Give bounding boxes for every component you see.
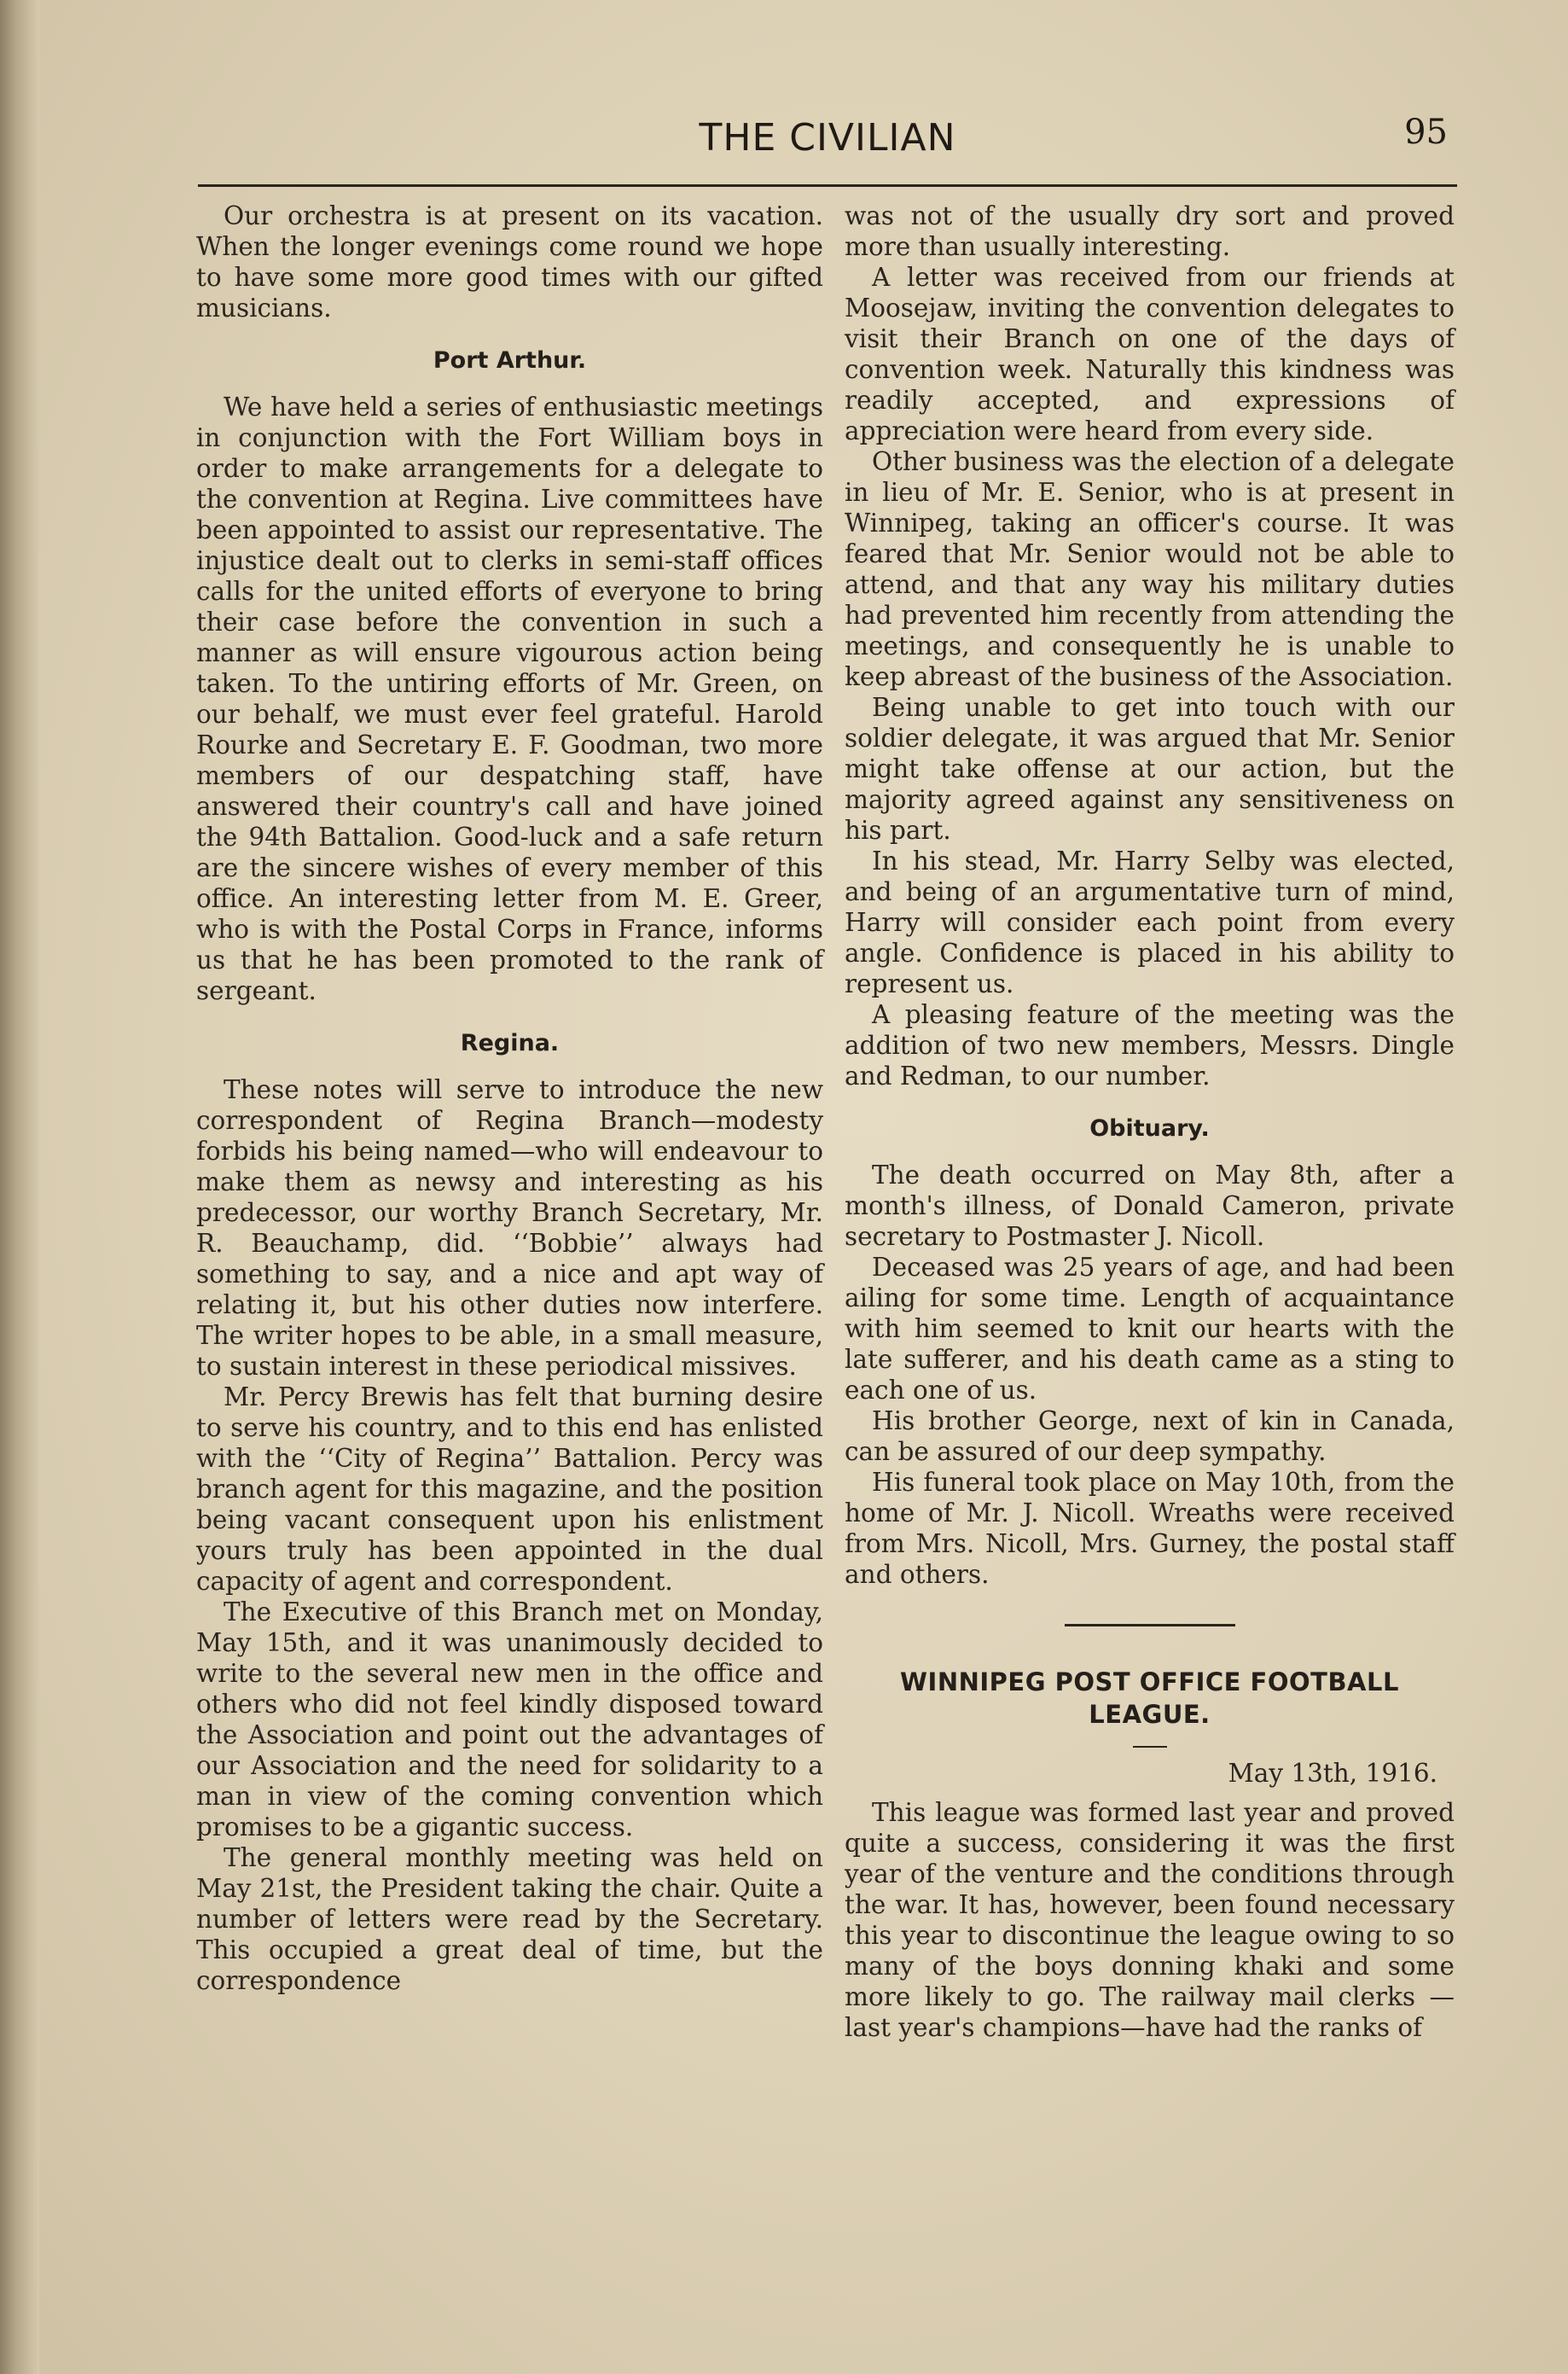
right-paragraph-4: In his stead, Mr. Harry Selby was elected, and being of an argumentative turn of mind, Harry will consider each point from every angle. Confidence is placed in his ability to represent us. — [845, 847, 1455, 998]
obituary-paragraph-4: His funeral took place on May 10th, from the home of Mr. J. Nicoll. Wreaths were received from Mrs. Nicoll, Mrs. Gurney, the postal staff and others. — [845, 1468, 1455, 1589]
port-arthur-paragraph: We have held a series of enthusiastic meetings in conjunction with the Fort William boys in order to make arrangements for a delegate to the convention at Regina. Live committees have been appointed to assist our representative. The injustice dealt out to clerks in semi-staff offices calls for the united efforts of everyone to bring their case before the convention in such a manner as will ensure vigourous action being taken. To the untiring efforts of Mr. Green, on our behalf, we must ever feel grateful. Harold Rourke and Secretary E. F. Goodman, two more members of our despatching staff, have answered their country's call and have joined the 94th Battalion. Good-luck and a safe return are the sincere wishes of every member of this office. An interesting letter from M. E. Greer, who is with the Postal Corps in France, informs us that he has been promoted to the rank of sergeant. — [196, 393, 823, 1005]
page-number: 95 — [1404, 113, 1448, 152]
publication-title: THE CIVILIAN — [699, 116, 956, 160]
page-header — [192, 113, 1463, 172]
continued-paragraph: was not of the usually dry sort and proved more than usually interesting. — [845, 201, 1455, 261]
regina-paragraph-2: Mr. Percy Brewis has felt that burning desire to serve his country, and to this end has enlisted with the ‘‘City of Regina’’ Battalion. Percy was branch agent for this magazine, and the position being vacant consequent upon his enlistment yours truly has been appointed in the dual capacity of agent and correspondent. — [196, 1382, 823, 1596]
section-heading-port-arthur: Port Arthur. — [433, 347, 587, 374]
heading-dash — [1133, 1746, 1167, 1748]
section-divider — [1065, 1624, 1235, 1626]
right-paragraph-2: Other business was the election of a delegate in lieu of Mr. E. Senior, who is at present in Winnipeg, taking an officer's course. It was feared that Mr. Senior would not be able to attend, and that any way his military duties had prevented him recently from attending the meetings, and consequently he is unable to keep abreast of the business of the Association. — [845, 447, 1455, 691]
regina-paragraph-3: The Executive of this Branch met on Monday, May 15th, and it was unanimously decided to write to the several new men in the office and others who did not feel kindly disposed toward the Association and point out the advantages of our Association and the need for solidarity to a man in view of the coming convention which promises to be a gigantic success. — [196, 1597, 823, 1842]
intro-paragraph: Our orchestra is at present on its vacation. When the longer evenings come round we hope to have some more good times with our gifted musicians. — [196, 201, 823, 323]
regina-paragraph-1: These notes will serve to introduce the new correspondent of Regina Branch—modesty forbids his being named—who will endeavour to make them as newsy and interesting as his predecessor, our worthy Branch Secretary, Mr. R. Beauchamp, did. ‘‘Bobbie’’ always had something to say, and a nice and apt way of relating it, but his other duties now interfere. The writer hopes to be able, in a small measure, to sustain interest in these periodical missives. — [196, 1075, 823, 1381]
right-paragraph-3: Being unable to get into touch with our soldier delegate, it was argued that Mr. Senior might take offense at our action, but the majority agreed against any sensitiveness on his part. — [845, 693, 1455, 845]
book-spine-shadow — [0, 0, 39, 2374]
obituary-paragraph-2: Deceased was 25 years of age, and had been ailing for some time. Length of acquaintance with him seemed to knit our hearts with the late sufferer, and his death came as a sting to each one of us. — [845, 1253, 1455, 1405]
left-column — [196, 201, 823, 1996]
obituary-paragraph-3: His brother George, next of kin in Canada, can be assured of our deep sympathy. — [845, 1406, 1455, 1466]
right-paragraph-1: A letter was received from our friends at Moosejaw, inviting the convention delegates to visit their Branch on one of the days of convention week. Naturally this kindness was readily accepted, and expressions of appreciation were heard from every side. — [845, 263, 1455, 445]
section-heading-obituary: Obituary. — [1089, 1115, 1210, 1142]
right-paragraph-5: A pleasing feature of the meeting was the addition of two new members, Messrs. Dingle and Redman, to our number. — [845, 1000, 1455, 1091]
article-heading-football-league: WINNIPEG POST OFFICE FOOTBALL LEAGUE. — [900, 1667, 1399, 1729]
football-paragraph-1: This league was formed last year and proved quite a success, considering it was the first year of the venture and the conditions through the war. It has, however, been found necessary this year to discontinue the league owing to so many of the boys donning khaki and some more likely to go. The railway mail clerks — last year's champions—have had the ranks of — [845, 1798, 1455, 2042]
right-column — [845, 201, 1455, 2043]
section-heading-regina: Regina. — [460, 1030, 560, 1056]
header-rule — [198, 184, 1457, 187]
obituary-paragraph-1: The death occurred on May 8th, after a month's illness, of Donald Cameron, private secretary to Postmaster J. Nicoll. — [845, 1161, 1455, 1251]
article-date: May 13th, 1916. — [1228, 1759, 1437, 1788]
regina-paragraph-4: The general monthly meeting was held on May 21st, the President taking the chair. Quite a number of letters were read by the Secretary. This occupied a great deal of time, but the correspondence — [196, 1843, 823, 1995]
